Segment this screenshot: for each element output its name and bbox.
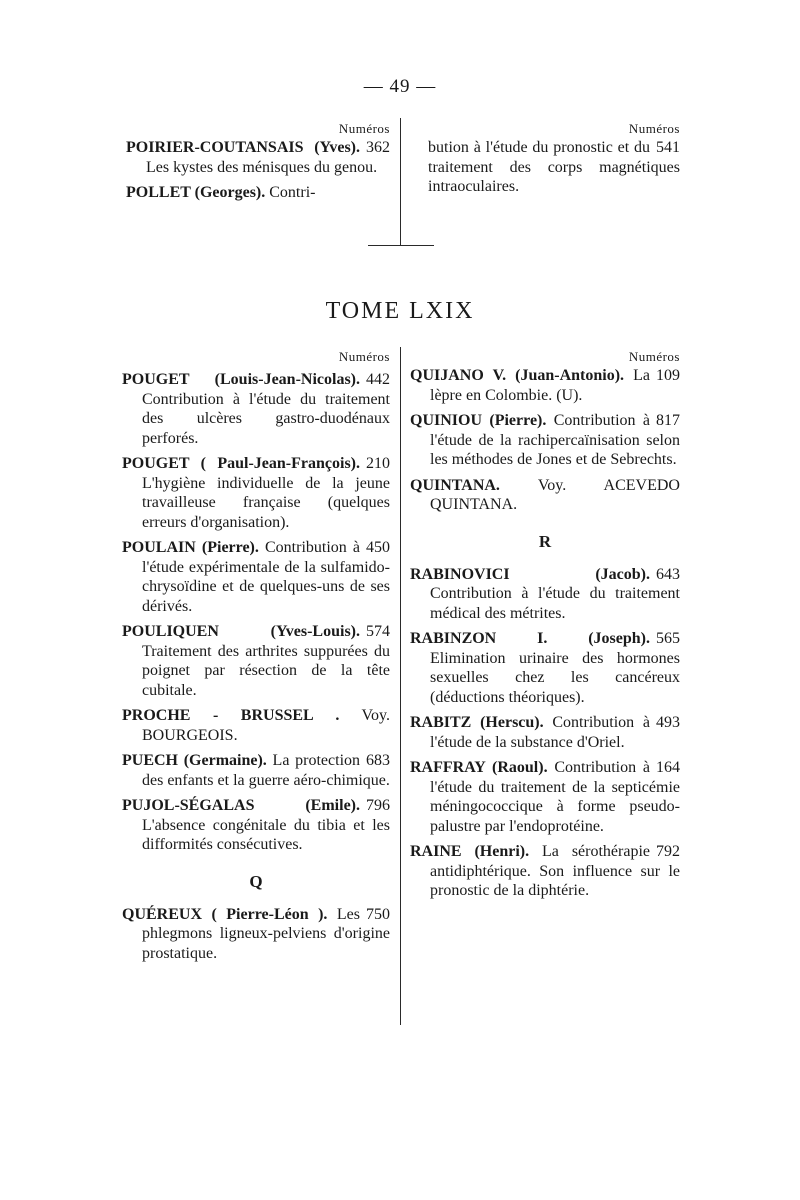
index-entry [122,454,390,532]
index-entry [122,796,390,855]
index-entry [126,183,390,203]
entry-number: 792 [656,843,680,860]
entry-name: RAFFRAY (Raoul). [410,759,548,776]
left-column [122,348,390,969]
letter-heading: Q [249,871,263,891]
entry-title: Les kystes des ménisques du genou. [146,158,378,176]
entry-name: POIRIER-COUTANSAIS (Yves). [126,139,360,156]
entry-title: Contribution à l'étude de la substance d'Oriel. [430,714,650,751]
entry-title: bution à l'étude du pronostic et du traitement des corps magnétiques intraoculaires. [428,139,680,195]
column-header: Numéros [628,349,680,364]
index-entry [122,538,390,616]
entry-title: L'hygiène individuelle de la jeune travailleuse française (quelques erreurs d'organisation). [142,474,390,531]
entry-name: POULIQUEN (Yves-Louis). [122,623,360,640]
index-entry-continuation [428,138,680,197]
entry-number: 750 [366,905,390,923]
entry-name: QUÉREUX ( Pierre-Léon ). [122,905,328,923]
column-header: Numéros [338,349,390,364]
entry-number: 164 [656,759,680,776]
index-entry [410,842,680,901]
entry-number: 210 [366,455,390,472]
entry-title: Voy. ACEVEDO QUINTANA. [430,476,680,513]
entry-number: 493 [656,714,680,731]
entry-name: PROCHE - BRUSSEL . [122,707,340,724]
index-entry [410,476,680,515]
entry-name: POULAIN (Pierre). [122,539,259,556]
entry-name: PUJOL-SÉGALAS (Emile). [122,797,360,814]
entry-name: POLLET (Georges). [126,184,266,201]
index-entry [122,622,390,700]
entry-title: La protection des enfants et la guerre aéro-chimique. [142,752,390,789]
entry-title: Contribution à l'étude du traitement médical des métrites. [430,585,680,622]
entry-name: RAINE (Henri). [410,843,530,860]
entry-name: QUINTANA. [410,476,500,494]
entry-name: RABINOVICI (Jacob). [410,565,650,583]
entry-number: 574 [366,623,390,640]
letter-heading: R [538,531,552,551]
index-entry [410,758,680,836]
entry-title: Contribution à l'étude expérimentale de la sulfamido-chrysoïdine et de quelques-uns de ses dérivés. [142,539,390,615]
index-entry [122,751,390,790]
index-entry [122,370,390,448]
entry-title: Elimination urinaire des hormones sexuelles chez les cancéreux (déductions théoriques). [430,649,680,706]
column-header: Numéros [338,121,390,136]
right-column [410,348,680,907]
entry-title: Contribution à l'étude du traitement des ulcères gastro-duodénaux perforés. [142,390,390,447]
entry-number: 683 [366,752,390,769]
entry-number: 541 [656,139,680,156]
column-header: Numéros [628,121,680,136]
entry-number: 450 [366,539,390,556]
column-divider [400,347,401,1025]
entry-title: Voy. BOURGEOIS. [142,707,390,744]
index-entry [410,713,680,752]
entry-number: 362 [366,139,390,156]
entry-title: La lèpre en Colombie. (U). [430,367,650,404]
index-entry [410,366,680,405]
entry-name: RABITZ (Herscu). [410,714,544,731]
entry-title: Contri- [269,184,316,201]
entry-number: 796 [366,797,390,814]
index-entry [410,565,680,624]
index-entry [126,138,390,177]
entry-number: 817 [656,412,680,429]
index-entry [122,706,390,745]
entry-name: RABINZON I. (Joseph). [410,630,650,647]
entry-name: PUECH (Germaine). [122,752,267,769]
index-entry [410,411,680,470]
entry-title: Les phlegmons ligneux-pelviens d'origine prostatique. [142,905,390,962]
tome-title: TOME LXIX [325,298,475,324]
index-entry [410,629,680,707]
entry-name: QUIJANO V. (Juan-Antonio). [410,367,625,384]
index-entry [122,905,390,964]
section-divider [368,245,434,246]
entry-number: 565 [656,630,680,647]
entry-number: 109 [656,367,680,384]
entry-number: 643 [656,565,680,583]
entry-title: Traitement des arthrites suppurées du poignet par résection de la tête cubitale. [142,642,390,699]
entry-title: Contribution à l'étude du traitement de la septicémie méningococcique à forme pseudo-palustre par l'endoprotéine. [430,759,680,835]
entry-title: L'absence congénitale du tibia et les difformités consécutives. [142,816,390,853]
entry-number: 442 [366,371,390,388]
top-right-column [428,120,680,203]
entry-name: QUINIOU (Pierre). [410,412,547,429]
page-number: — 49 — [363,76,437,97]
column-divider-top [400,118,401,246]
entry-title: La sérothérapie antidiphtérique. Son influence sur le pronostic de la diphtérie. [430,843,680,899]
top-left-column [126,120,390,209]
entry-title: Contribution à l'étude de la rachipercaïnisation selon les méthodes de Jones et de Sebrechts. [430,412,680,468]
entry-name: POUGET (Louis-Jean-Nicolas). [122,371,360,388]
entry-name: POUGET ( Paul-Jean-François). [122,455,360,472]
